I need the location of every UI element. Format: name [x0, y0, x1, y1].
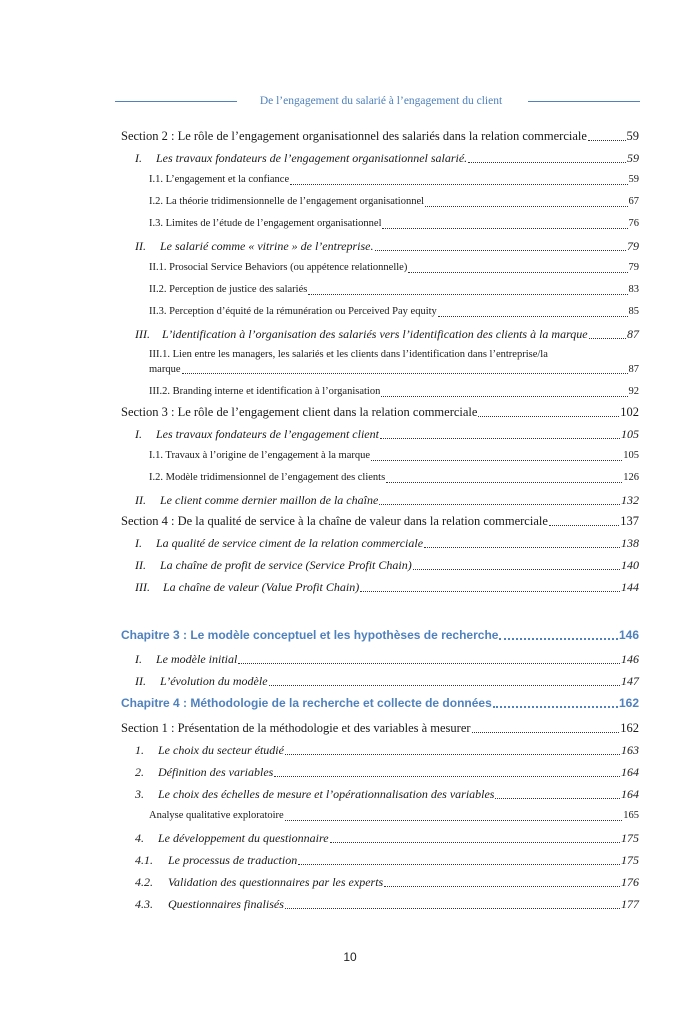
- toc-entry[interactable]: II.1. Prosocial Service Behaviors (ou appétence relationnelle) 79: [121, 260, 639, 276]
- toc-entry-chapter-4[interactable]: Chapitre 4 : Méthodologie de la recherche et collecte de données 162: [121, 696, 639, 710]
- toc-entry[interactable]: I.1. Travaux à l’origine de l’engagement à la marque 105: [121, 448, 639, 464]
- toc-entry-chapter-3[interactable]: Chapitre 3 : Le modèle conceptuel et les hypothèses de recherche 146: [121, 628, 639, 642]
- toc-entry[interactable]: I. Les travaux fondateurs de l’engagement organisationnel salarié. 59: [135, 151, 639, 165]
- toc-entry[interactable]: II.3. Perception d’équité de la rémunération ou Perceived Pay equity 85: [121, 304, 639, 320]
- toc-entry[interactable]: II. La chaîne de profit de service (Service Profit Chain) 140: [135, 558, 639, 572]
- toc-entry-section-4[interactable]: Section 4 : De la qualité de service à la chaîne de valeur dans la relation commerciale 137: [121, 514, 639, 528]
- toc-entry[interactable]: II.2. Perception de justice des salariés 83: [121, 282, 639, 298]
- toc-entry[interactable]: 3. Le choix des échelles de mesure et l’opérationnalisation des variables 164: [135, 787, 639, 801]
- header-title: De l’engagement du salarié à l’engagement du client: [259, 95, 503, 107]
- toc-entry[interactable]: 1. Le choix du secteur étudié 163: [135, 743, 639, 757]
- toc-entry[interactable]: II. Le client comme dernier maillon de la chaîne 132: [135, 493, 639, 507]
- toc-entry[interactable]: I. La qualité de service ciment de la relation commerciale 138: [135, 536, 639, 550]
- toc-entry[interactable]: I. Le modèle initial 146: [135, 652, 639, 666]
- toc-entry[interactable]: 4.1. Le processus de traduction 175: [135, 853, 639, 867]
- toc-entry[interactable]: 4.2. Validation des questionnaires par les experts 176: [135, 875, 639, 889]
- toc-entry[interactable]: I. Les travaux fondateurs de l’engagement client 105: [135, 427, 639, 441]
- toc-entry[interactable]: III. La chaîne de valeur (Value Profit Chain) 144: [135, 580, 639, 594]
- toc-entry-section-3[interactable]: Section 3 : Le rôle de l’engagement client dans la relation commerciale 102: [121, 405, 639, 419]
- toc-entry[interactable]: I.1. L’engagement et la confiance 59: [121, 172, 639, 188]
- header-rule-right: [528, 101, 640, 102]
- toc-entry[interactable]: I.3. Limites de l’étude de l’engagement organisationnel 76: [121, 216, 639, 232]
- toc-entry[interactable]: III.1. Lien entre les managers, les salariés et les clients dans l’identification dans l’entreprise/la marque 87: [149, 349, 639, 375]
- toc-entry[interactable]: 2. Définition des variables 164: [135, 765, 639, 779]
- running-header: [115, 94, 640, 108]
- toc-entry[interactable]: III. L’identification à l’organisation des salariés vers l’identification des clients à la marque 87: [135, 327, 639, 341]
- header-rule-left: [115, 101, 237, 102]
- toc-entry[interactable]: I.2. Modèle tridimensionnel de l’engagement des clients 126: [121, 470, 639, 486]
- toc-entry[interactable]: I.2. La théorie tridimensionnelle de l’engagement organisationnel 67: [121, 194, 639, 210]
- toc-entry[interactable]: III.2. Branding interne et identification à l’organisation 92: [121, 384, 639, 400]
- page-number: 10: [343, 950, 357, 964]
- toc-entry[interactable]: 4.3. Questionnaires finalisés 177: [135, 897, 639, 911]
- toc-entry[interactable]: II. Le salarié comme « vitrine » de l’entreprise. 79: [135, 239, 639, 253]
- toc-entry[interactable]: 4. Le développement du questionnaire 175: [135, 831, 639, 845]
- toc-entry-section-2[interactable]: Section 2 : Le rôle de l’engagement organisationnel des salariés dans la relation commerciale 59: [121, 129, 639, 143]
- toc-entry-section-1[interactable]: Section 1 : Présentation de la méthodologie et des variables à mesurer 162: [121, 721, 639, 735]
- toc-entry[interactable]: Analyse qualitative exploratoire 165: [121, 808, 639, 824]
- toc-entry[interactable]: II. L’évolution du modèle 147: [135, 674, 639, 688]
